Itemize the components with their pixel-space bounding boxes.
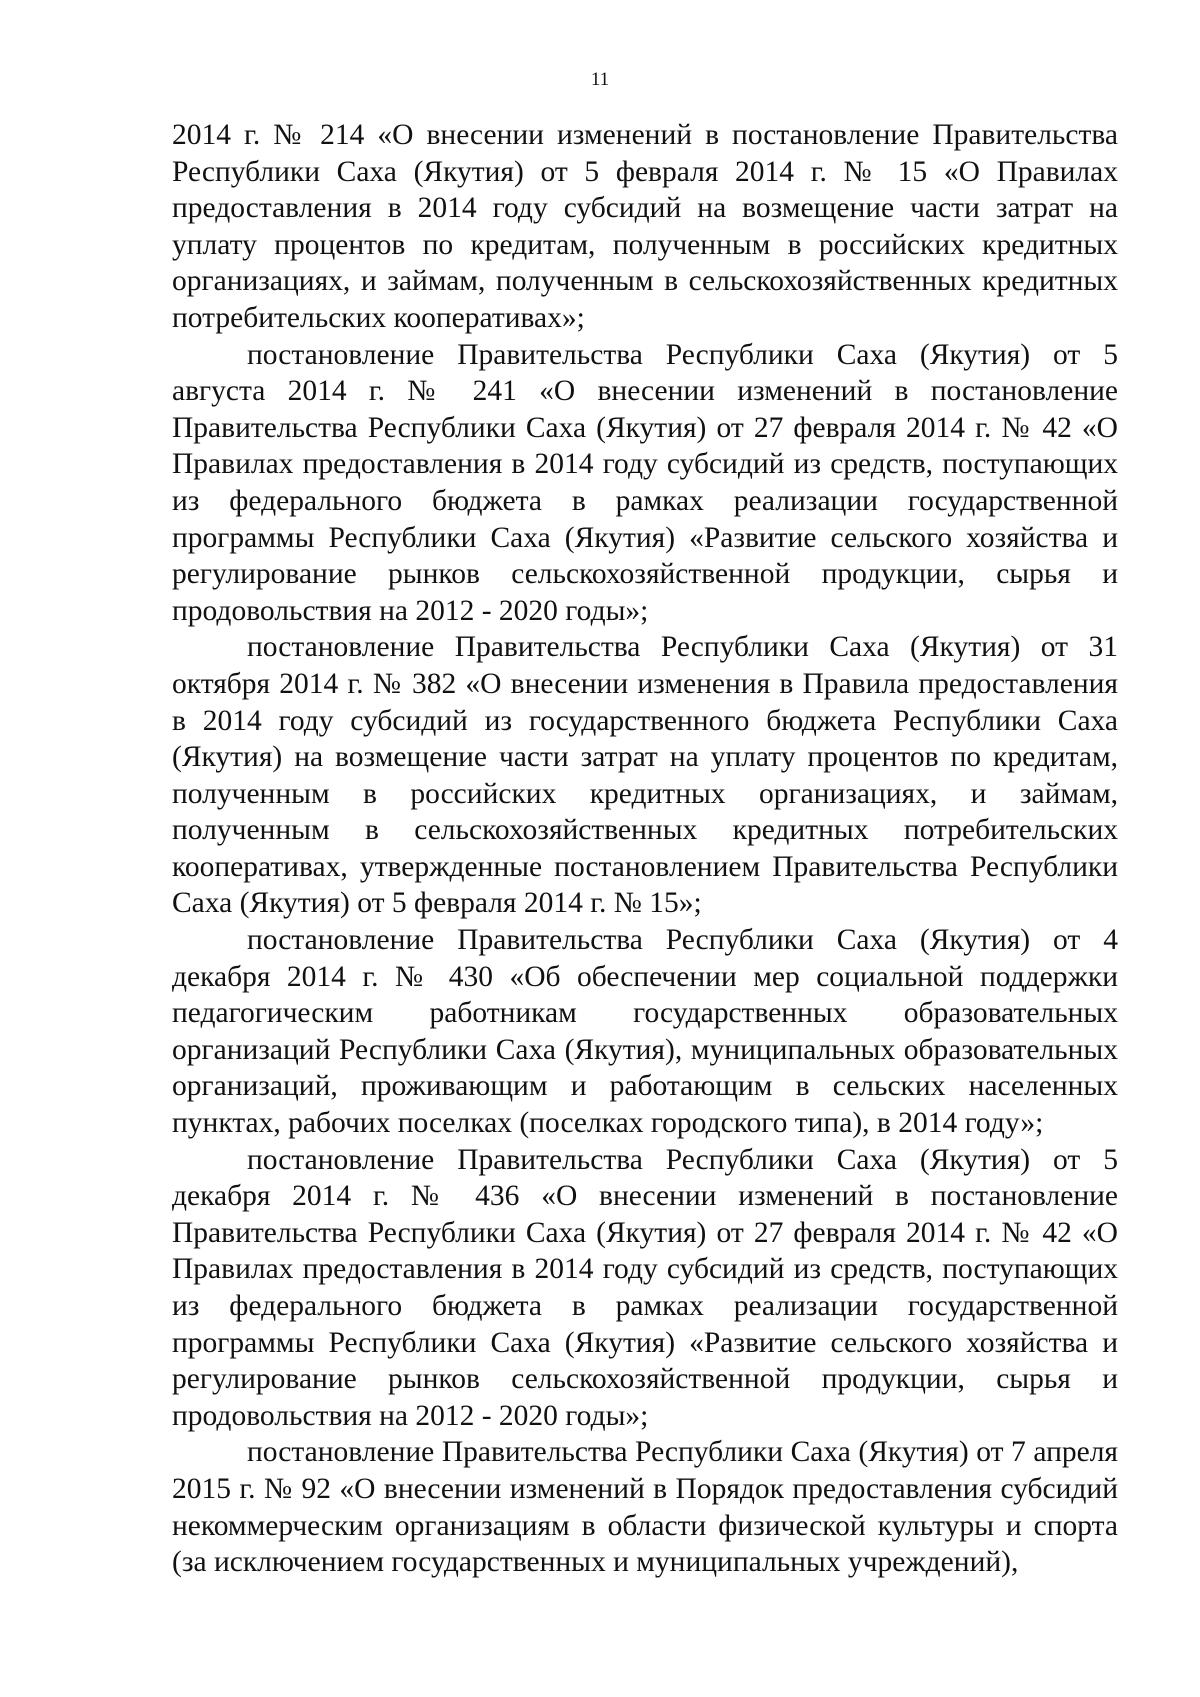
paragraph-continuation: 2014 г. № 214 «О внесении изменений в постановление Правительства Республики Саха (Якутия) от 5 февраля 2014 г. № 15 «О Правилах предоставления в 2014 году субсидий на возмещение части затрат на уплату процентов по кредитам, полученным в российских кредитных организациях, и займам, полученным в сельскохозяйственных кредитных потребительских кооперативах»; [172, 119, 1118, 334]
document-body [172, 117, 1118, 1581]
page-number: 11 [590, 69, 610, 90]
paragraph-resolution-241: постановление Правительства Республики Саха (Якутия) от 5 августа 2014 г. № 241 «О внесении изменений в постановление Правительства Республики Саха (Якутия) от 27 февраля 2014 г. № 42 «О Правилах предоставления в 2014 году субсидий из средств, поступающих из федерального бюджета в рамках реализации государственной программы Республики Саха (Якутия) «Развитие сельского хозяйства и регулирование рынков сельскохозяйственной продукции, сырья и продовольствия на 2012 - 2020 годы»; [172, 338, 1118, 627]
paragraph-resolution-430: постановление Правительства Республики Саха (Якутия) от 4 декабря 2014 г. № 430 «Об обеспечении мер социальной поддержки педагогическим работникам государственных образовательных организаций Республики Саха (Якутия), муниципальных образовательных организаций, проживающим и работающим в сельских населенных пунктах, рабочих поселках (поселках городского типа), в 2014 году»; [172, 924, 1118, 1140]
paragraph-resolution-382: постановление Правительства Республики Саха (Якутия) от 31 октября 2014 г. № 382 «О внесении изменения в Правила предоставления в 2014 году субсидий из государственного бюджета Республики Саха (Якутия) на возмещение части затрат на уплату процентов по кредитам, полученным в российских кредитных организациях, и займам, полученным в сельскохозяйственных кредитных потребительских кооперативах, утвержденные постановлением Правительства Республики Саха (Якутия) от 5 февраля 2014 г. № 15»; [172, 631, 1118, 920]
paragraph-resolution-92: постановление Правительства Республики Саха (Якутия) от 7 апреля 2015 г. № 92 «О внесении изменений в Порядок предоставления субсидий некоммерческим организациям в области физической культуры и спорта (за исключением государственных и муниципальных учреждений), [172, 1436, 1118, 1579]
paragraph-resolution-436: постановление Правительства Республики Саха (Якутия) от 5 декабря 2014 г. № 436 «О внесении изменений в постановление Правительства Республики Саха (Якутия) от 27 февраля 2014 г. № 42 «О Правилах предоставления в 2014 году субсидий из средств, поступающих из федерального бюджета в рамках реализации государственной программы Республики Саха (Якутия) «Развитие сельского хозяйства и регулирование рынков сельскохозяйственной продукции, сырья и продовольствия на 2012 - 2020 годы»; [172, 1143, 1118, 1432]
